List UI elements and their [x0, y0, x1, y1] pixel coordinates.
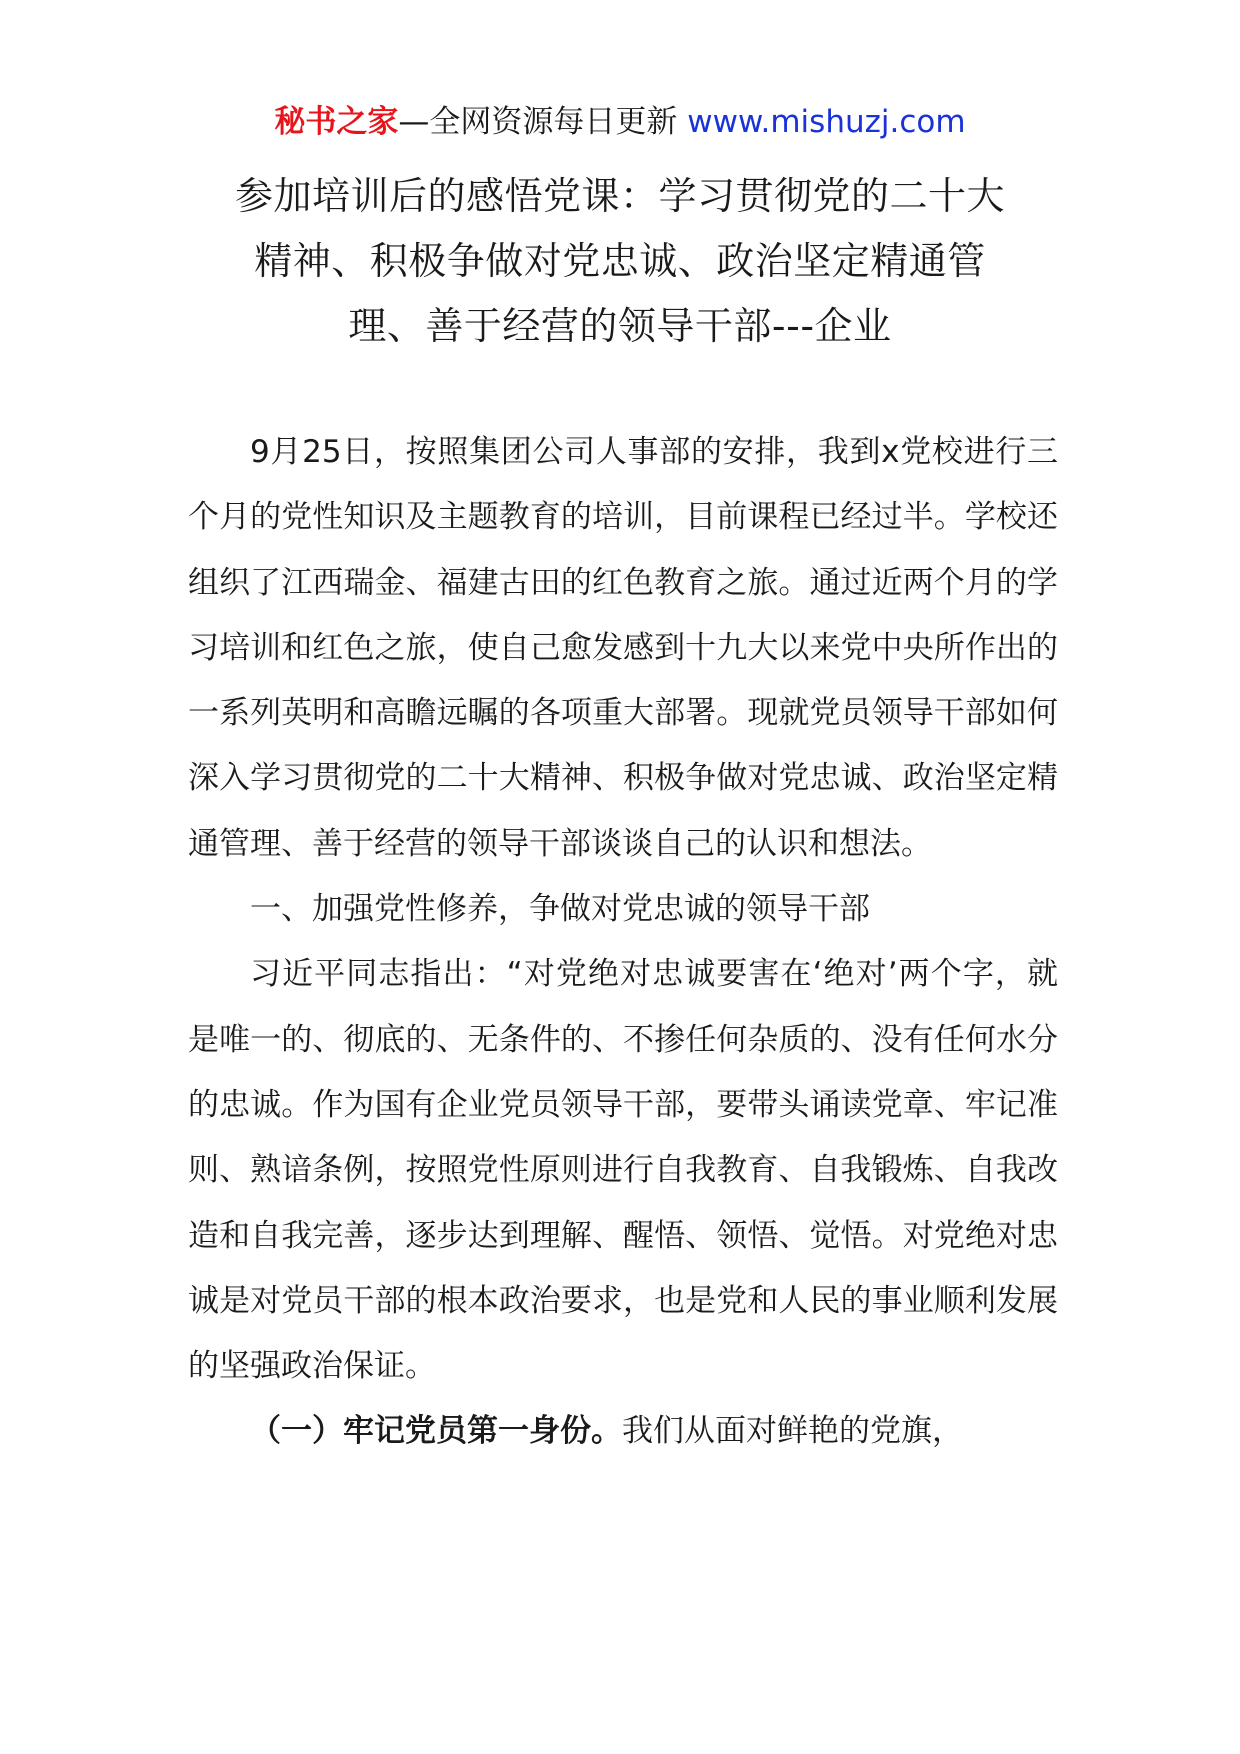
- title-line-3: 理、善于经营的领导干部---企业: [348, 304, 892, 348]
- site-header: [0, 100, 1240, 144]
- title-line-2: 精神、积极争做对党忠诚、政治坚定精通管: [254, 239, 986, 283]
- paragraph-loyalty: 习近平同志指出：“对党绝对忠诚要害在‘绝对’两个字，就是唯一的、彻底的、无条件的、不掺任何杂质的、没有任何水分的忠诚。作为国有企业党员领导干部，要带头诵读党章、牢记准则、熟谙条例，按照党性原则进行自我教育、自我锻炼、自我改造和自我完善，逐步达到理解、醒悟、领悟、觉悟。对党绝对忠诚是对党员干部的根本政治要求，也是党和人民的事业顺利发展的坚强政治保证。: [188, 956, 1058, 1385]
- header-tagline: —全网资源每日更新: [398, 104, 688, 140]
- site-url[interactable]: www.mishuzj.com: [687, 104, 966, 140]
- document-title: [180, 164, 1060, 359]
- paragraph-intro: 9月25日，按照集团公司人事部的安排，我到x党校进行三个月的党性知识及主题教育的培训，目前课程已经过半。学校还组织了江西瑞金、福建古田的红色教育之旅。通过近两个月的学习培训和红色之旅，使自己愈发感到十九大以来党中央所作出的一系列英明和高瞻远瞩的各项重大部署。现就党员领导干部如何深入学习贯彻党的二十大精神、积极争做对党忠诚、政治坚定精通管理、善于经营的领导干部谈谈自己的认识和想法。: [188, 434, 1058, 862]
- section-heading-1: 一、加强党性修养，争做对党忠诚的领导干部: [250, 891, 870, 928]
- subsection-heading-lead: （一）牢记党员第一身份。: [250, 1413, 622, 1450]
- document-body: [188, 420, 1058, 1465]
- subsection-heading-1: [188, 1399, 1058, 1464]
- title-line-1: 参加培训后的感悟党课：学习贯彻党的二十大: [234, 174, 1005, 218]
- subsection-heading-text: 我们从面对鲜艳的党旗，: [622, 1413, 963, 1450]
- brand-name: 秘书之家: [274, 104, 399, 140]
